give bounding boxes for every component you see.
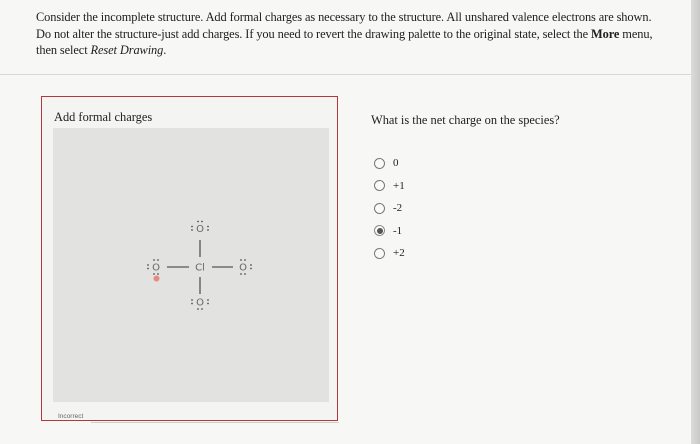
molecule-drawing[interactable] bbox=[53, 128, 329, 402]
more-menu-reference: More bbox=[591, 26, 620, 41]
option-plus-1[interactable] bbox=[374, 175, 405, 198]
instructions-text bbox=[36, 9, 666, 59]
drawing-panel bbox=[41, 96, 338, 421]
feedback-status: Incorrect bbox=[58, 413, 84, 420]
question-text: What is the net charge on the species? bbox=[371, 113, 560, 127]
radio-button[interactable] bbox=[374, 180, 385, 191]
panel-title: Add formal charges bbox=[54, 110, 153, 124]
option-label: -2 bbox=[393, 202, 403, 215]
charge-indicator-dot bbox=[154, 276, 160, 282]
radio-button[interactable] bbox=[374, 158, 385, 169]
feedback-row bbox=[41, 413, 341, 425]
right-atom: O bbox=[239, 262, 247, 274]
divider bbox=[0, 74, 691, 75]
option-label: +2 bbox=[393, 247, 405, 260]
option-label: +1 bbox=[393, 179, 405, 192]
instructions-part2: menu, then select bbox=[36, 26, 653, 57]
top-atom: O bbox=[196, 224, 204, 235]
option-plus-2[interactable] bbox=[374, 242, 405, 265]
left-atom: O bbox=[152, 262, 160, 274]
drawing-canvas[interactable] bbox=[53, 128, 329, 402]
option-label: 0 bbox=[393, 157, 399, 170]
instructions-part1: Consider the incomplete structure. Add formal charges as necessary to the structure. All unshared valence electrons are shown. Do not alter the structure-just add charges. If you need to revert the drawing palette to the original state, select the bbox=[36, 10, 652, 41]
bottom-atom: O bbox=[196, 297, 204, 309]
radio-button[interactable] bbox=[374, 203, 385, 214]
option-label: -1 bbox=[393, 224, 403, 237]
instructions-part3: . bbox=[163, 43, 167, 57]
answer-options bbox=[374, 152, 405, 265]
radio-button[interactable] bbox=[374, 248, 385, 259]
reset-drawing-reference: Reset Drawing bbox=[90, 43, 164, 57]
feedback-underline bbox=[91, 422, 339, 423]
radio-button-selected[interactable] bbox=[374, 225, 385, 236]
center-atom: Cl bbox=[195, 262, 205, 274]
window-edge bbox=[691, 0, 700, 444]
option-0[interactable] bbox=[374, 152, 405, 175]
option-minus-2[interactable] bbox=[374, 197, 405, 220]
option-minus-1[interactable] bbox=[374, 220, 405, 243]
